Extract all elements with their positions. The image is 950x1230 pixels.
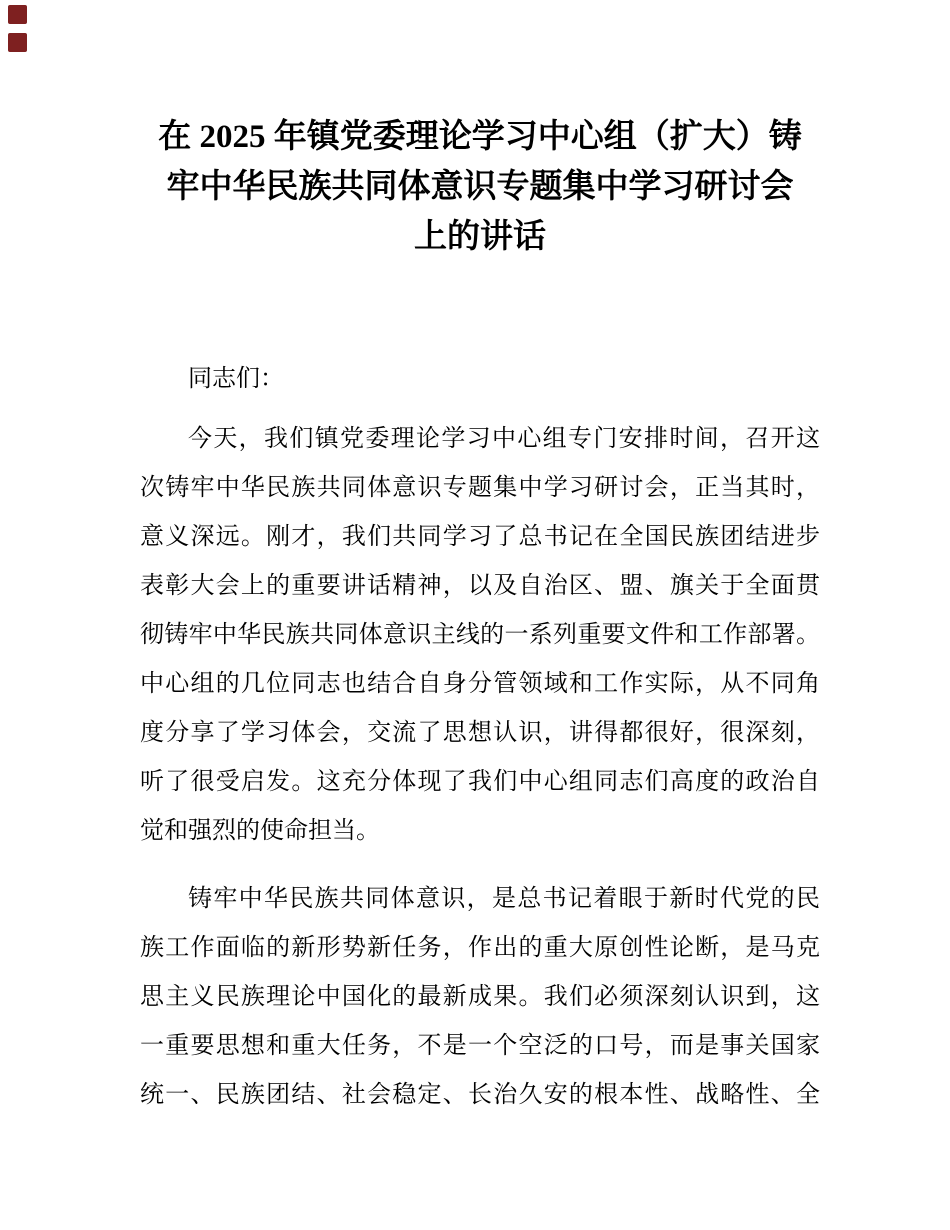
title-line: 在 2025 年镇党委理论学习中心组（扩大）铸 bbox=[158, 119, 802, 155]
text-line: 今天，我们镇党委理论学习中心组专门安排时间，召开这 bbox=[188, 426, 820, 452]
title-line: 牢中华民族共同体意识专题集中学习研讨会 bbox=[166, 169, 794, 205]
paragraph bbox=[140, 875, 820, 1120]
document-body bbox=[140, 415, 820, 1120]
text-line: 次铸牢中华民族共同体意识专题集中学习研讨会，正当其时， bbox=[140, 475, 820, 501]
text-line: 表彰大会上的重要讲话精神，以及自治区、盟、旗关于全面贯 bbox=[140, 573, 820, 599]
text-line: 觉和强烈的使命担当。 bbox=[140, 818, 380, 844]
text-line: 彻铸牢中华民族共同体意识主线的一系列重要文件和工作部署。 bbox=[140, 622, 820, 648]
paragraph bbox=[140, 415, 820, 856]
salutation: 同志们： bbox=[188, 366, 284, 392]
corner-mark bbox=[8, 5, 27, 24]
text-line: 听了很受启发。这充分体现了我们中心组同志们高度的政治自 bbox=[140, 769, 820, 795]
title-line: 上的讲话 bbox=[414, 219, 546, 255]
text-line: 统一、民族团结、社会稳定、长治久安的根本性、战略性、全 bbox=[140, 1082, 820, 1108]
text-line: 意义深远。刚才，我们共同学习了总书记在全国民族团结进步 bbox=[140, 524, 820, 550]
document-content bbox=[140, 0, 820, 1120]
text-line: 中心组的几位同志也结合自身分管领域和工作实际，从不同角 bbox=[140, 671, 820, 697]
text-line: 度分享了学习体会，交流了思想认识，讲得都很好，很深刻， bbox=[140, 720, 820, 746]
text-line: 铸牢中华民族共同体意识，是总书记着眼于新时代党的民 bbox=[188, 886, 820, 912]
text-line: 一重要思想和重大任务，不是一个空泛的口号，而是事关国家 bbox=[140, 1033, 820, 1059]
corner-marks bbox=[8, 5, 27, 52]
text-line: 思主义民族理论中国化的最新成果。我们必须深刻认识到，这 bbox=[140, 984, 820, 1010]
corner-mark bbox=[8, 33, 27, 52]
document-title bbox=[140, 0, 820, 262]
text-line: 族工作面临的新形势新任务，作出的重大原创性论断，是马克 bbox=[140, 935, 820, 961]
